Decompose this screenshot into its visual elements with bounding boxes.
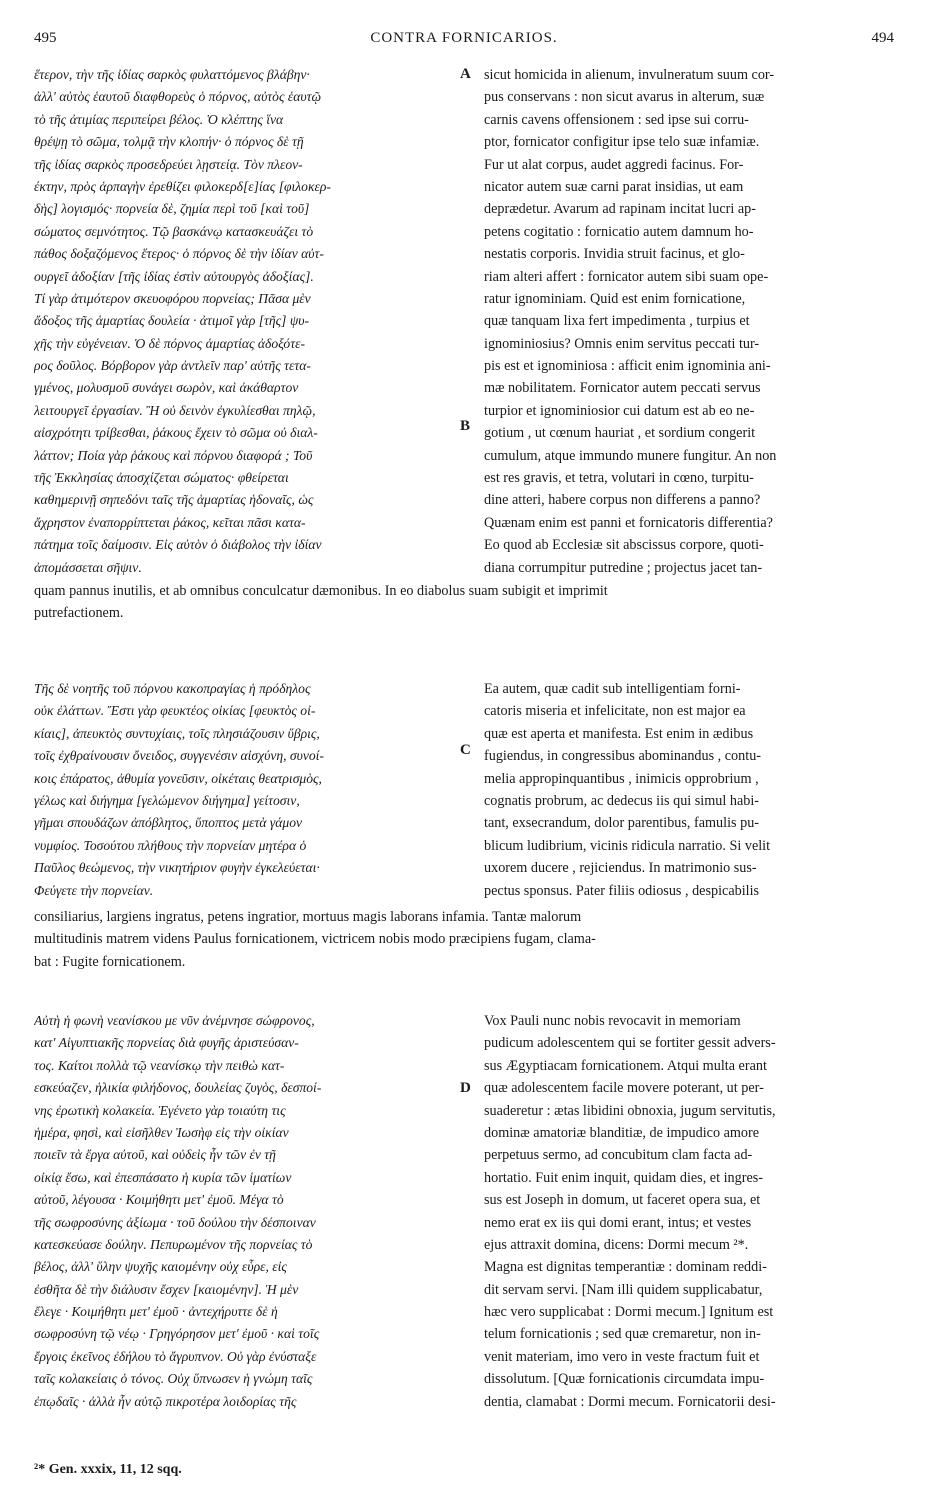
text-line: τὸ τῆς ἀτιμίας περιπείρει βέλος. Ὁ κλέπτης ἵνα — [34, 111, 284, 127]
text-line: έκτην, πρὸς ἁρπαγὴν ἐρεθίζει φιλοκερδ[ε]ίας [φιλοκερ- — [34, 178, 331, 194]
text-line: κίαις], ἀπευκτὸς συντυχίαις, τοῖς πλησιάζουσιν ὕβρις, — [34, 725, 320, 741]
text-line: θρέψῃ τὸ σῶμα, τολμᾷ τὴν κλοπήν· ὁ πόρνος δὲ τῇ — [34, 134, 304, 150]
full-width-text-section-2 — [34, 906, 894, 973]
text-line: Eo quod ab Ecclesiæ sit abscissus corpore, quoti- — [484, 537, 764, 554]
text-line: κατ' Αἰγυπτιακῆς πορνείας διὰ φυγῆς ἀριστεύσαν- — [34, 1035, 299, 1051]
text-line: λειτουργεῖ ἐργασίαν. Ἢ οὐ δεινὸν ἐγκυλίεσθαι πηλῷ, — [34, 402, 316, 418]
text-line: τῆς ἰδίας σαρκὸς προσεδρεύει λῃστείᾳ. Τὸν πλεον- — [34, 156, 303, 172]
text-line: petens cogitatio : fornicatio autem damnum ho- — [484, 223, 754, 240]
text-line: carnis cavens offensionem : sed ipse sui corru- — [484, 111, 749, 128]
text-line: ρος δοῦλος. Βόρβορον γὰρ ἀντλεῖν παρ' αὐτῆς τετα- — [34, 358, 311, 374]
text-line: turpior et ignominiosior cui datum est ab eo ne- — [484, 402, 755, 419]
text-line: dine atteri, habere corpus non differens a panno? — [484, 492, 761, 509]
text-line: βέλος, ἀλλ' ὕλην ψυχῆς καιομένην οὐχ εὗρε, εἰς — [34, 1259, 287, 1275]
text-line: dominæ amatoriæ blanditiæ, de impudico amore — [484, 1124, 760, 1141]
text-line: perpetuus sermo, ad concubitum clam facta ad- — [484, 1147, 753, 1164]
text-line: ἄδοξος τῆς ἁμαρτίας δουλεία · ἀτιμοῖ γὰρ [τῆς] ψυ- — [34, 313, 310, 329]
text-line: uxorem ducere , rejiciendus. In matrimonio sus- — [484, 860, 757, 877]
text-line: γμένος, μολυσμοῦ συνάγει σωρὸν, καὶ ἀκάθαρτον — [34, 380, 299, 396]
text-line: σωφροσύνη τῷ νέῳ · Γρηγόρησον μετ' ἐμοῦ · καὶ τοῖς — [34, 1326, 320, 1342]
text-line: νης ἐρωτικὴ κολακεία. Ἐγένετο γὰρ τοιαύτη τις — [34, 1102, 286, 1118]
text-line: nestatis corporis. Invidia struit facinus, et glo- — [484, 246, 745, 263]
text-line: dit servam servi. [Nam illi quidem supplicabatur, — [484, 1281, 763, 1298]
text-line: σώματος σεμνότητος. Τῷ βασκάνῳ κατασκευάζει τὸ — [34, 223, 314, 239]
text-line: κατεσκεύασε δούλην. Πεπυρωμένον τῆς πορνείας τὸ — [34, 1236, 313, 1252]
text-line: pudicum adolescentem qui se fortiter gessit advers- — [484, 1035, 776, 1052]
full-width-text-section-1 — [34, 580, 894, 625]
text-line: multitudinis matrem videns Paulus fornicationem, victricem nobis modo præcipiens fugam, clama- — [34, 931, 596, 948]
footnote: ²* Gen. xxxix, 11, 12 sqq. — [34, 1462, 182, 1477]
text-line: venit materiam, imo vero in veste fractum fuit et — [484, 1348, 760, 1365]
text-line: ουργεῖ ἀδοξίαν [τῆς ἰδίας ἐστὶν αὐτουργὸς ἀδοξίας]. — [34, 268, 314, 284]
text-line: cumulum, atque immundo munere fungitur. An non — [484, 447, 777, 464]
text-line: τῆς σωφροσύνης ἀξίωμα · τοῦ δούλου τὴν δέσποιναν — [34, 1214, 316, 1230]
text-line: consiliarius, largiens ingratus, petens ingratior, mortuus magis laborans infamia. Tantæ malorum — [34, 909, 582, 925]
text-line: pectus sponsus. Pater filiis odiosus , despicabilis — [484, 882, 760, 899]
text-line: τοῖς ἐχθραίνουσιν ὄνειδος, συγγενέσιν αἰσχύνη, συνοί- — [34, 748, 324, 764]
margin-marker-d: D — [460, 1080, 471, 1096]
text-line: πάτημα τοῖς δαίμοσιν. Εἰς αὐτὸν ὁ διάβολος τὴν ἰδίαν — [34, 537, 322, 553]
text-line: ἐπῳδαῖς · ἀλλὰ ἦν αὐτῷ πικροτέρα λοιδορίας τῆς — [34, 1393, 297, 1409]
latin-column-section-3 — [484, 1010, 894, 1413]
text-line: ἔργοις ἐκεῖνος ἐδήλου τὸ ἄγρυπνον. Οὐ γὰρ ἐνύσταξε — [34, 1348, 317, 1364]
text-line: ἄχρηστον ἐναπορρίπτεται ῥάκος, κεῖται πᾶσι κατα- — [34, 514, 306, 530]
text-line: οὐκ ἐλάττων. Ἔστι γὰρ φευκτέος οἰκίας [φευκτὸς οἰ- — [34, 703, 316, 719]
text-line: ἔλεγε · Κοιμήθητι μετ' ἐμοῦ · ἀντεχήρυττε δὲ ἡ — [34, 1304, 278, 1320]
text-line: putrefactionem. — [34, 605, 124, 622]
running-title: CONTRA FORNICARIOS. — [370, 30, 558, 46]
text-line: gotium , ut cœnum hauriat , et sordium congerit — [484, 425, 756, 442]
text-line: ἕτερον, τὴν τῆς ἰδίας σαρκὸς φυλαττόμενος βλάβην· — [34, 67, 310, 82]
text-line: sus est Joseph in domum, ut faceret opera sua, et — [484, 1192, 761, 1209]
text-line: Ea autem, quæ cadit sub intelligentiam forni- — [484, 681, 741, 697]
text-line: est res gravis, et tetra, volutari in cœno, turpitu- — [484, 470, 754, 487]
page-number-left: 495 — [34, 30, 57, 46]
text-line: ἀπομάσσεται σῆψιν. — [34, 559, 142, 575]
text-line: Φεύγετε τὴν πορνείαν. — [34, 882, 154, 898]
text-line: ἀλλ' αὐτὸς ἑαυτοῦ διαφθορεὺς ὁ πόρνος, αὐτὸς ἑαυτῷ — [34, 89, 322, 105]
text-line: ἐσθῆτα δὲ τὴν διάλυσιν ἔσχεν [καιομένην]. Ἡ μὲν — [34, 1281, 299, 1297]
text-line: ignominiosius? Omnis enim servitus peccati tur- — [484, 335, 760, 352]
text-line: οἰκίᾳ ἔσω, καὶ ἐπεσπάσατο ἡ κυρία τῶν ἱματίων — [34, 1169, 292, 1185]
text-line: εσκεύαζεν, ἡλικία φιλήδονος, δουλείας ζυγὸς, δεσποί- — [34, 1080, 322, 1096]
text-line: suaderetur : ætas libidini obnoxia, jugum servitutis, — [484, 1102, 776, 1119]
text-line: κοις ἐπάρατος, ἀθυμία γονεῦσιν, οἰκέταις θεατρισμὸς, — [34, 770, 322, 786]
text-line: diana corrumpitur putredine ; projectus jacet tan- — [484, 559, 763, 576]
text-line: Fur ut alat corpus, audet aggredi facinus. For- — [484, 156, 744, 173]
text-line: τῆς Ἐκκλησίας ἀποσχίζεται σώματος· φθείρεται — [34, 470, 289, 486]
text-line: νυμφίος. Τοσούτου πλήθους τὴν πορνείαν μητέρα ὁ — [34, 837, 307, 853]
text-line: Αὐτὴ ἡ φωνὴ νεανίσκου με νῦν ἀνέμνησε σώφρονος, — [34, 1013, 315, 1028]
text-line: Vox Pauli nunc nobis revocavit in memoriam — [484, 1013, 741, 1029]
text-line: nemo erat ex iis qui domi erant, intus; et vestes — [484, 1214, 752, 1231]
text-line: mæ nobilitatem. Fornicator autem peccati servus — [484, 380, 761, 397]
text-line: αὐτοῦ, λέγουσα · Κοιμήθητι μετ' ἐμοῦ. Μέγα τὸ — [34, 1192, 284, 1208]
text-line: fugiendus, in congressibus abominandus , contu- — [484, 748, 762, 765]
text-line: Τί γὰρ ἀτιμότερον σκευοφόρου πορνείας; Πᾶσα μὲν — [34, 290, 311, 306]
text-line: Magna est dignitas temperantiæ : dominam reddi- — [484, 1259, 767, 1276]
page-number-right: 494 — [871, 30, 894, 46]
text-line: τος. Καίτοι πολλὰ τῷ νεανίσκῳ τὴν πειθὼ κατ- — [34, 1057, 285, 1073]
text-line: cognatis probrum, ac dedecus iis qui simul habi- — [484, 792, 760, 809]
text-line: πάθος δοξαζόμενος ἕτερος· ὁ πόρνος δὲ τὴν ἰδίαν αὐτ- — [34, 246, 324, 262]
text-line: bat : Fugite fornicationem. — [34, 953, 186, 970]
text-line: αἰσχρότητι τρίβεσθαι, ῥάκους ἔχειν τὸ σῶμα οὐ διαλ- — [34, 425, 318, 441]
text-line: catoris miseria et infelicitate, non est major ea — [484, 703, 746, 720]
text-line: dissolutum. [Quæ fornicationis circumdata impu- — [484, 1371, 765, 1388]
text-line: quæ est aperta et manifesta. Est enim in ædibus — [484, 725, 754, 742]
text-line: tant, exsecrandum, dolor parentibus, famulis pu- — [484, 815, 760, 832]
latin-column-section-1 — [484, 64, 894, 579]
text-line: nicator autem suæ carni parat insidias, ut eam — [484, 178, 744, 195]
text-line: ratur ignominiam. Quid est enim fornicatione, — [484, 290, 746, 307]
greek-column-section-1 — [34, 64, 452, 579]
text-line: ἡμέρα, φησὶ, καὶ εἰσῆλθεν Ἰωσὴφ εἰς τὴν οἰκίαν — [34, 1124, 289, 1140]
text-line: γῆμαι σπουδάζων ἀπόβλητος, ὕποπτος μετὰ γάμον — [34, 815, 303, 831]
margin-marker-b: B — [460, 418, 471, 434]
text-line: χῆς τὴν εὐγένειαν. Ὁ δὲ πόρνος ἁμαρτίας ἀδοξότε- — [34, 335, 305, 351]
text-line: quæ tanquam lixa fert impedimenta , turpius et — [484, 313, 750, 330]
text-line: hæc vero supplicabat : Dormi mecum.] Ignitum est — [484, 1304, 774, 1321]
text-line: pus conservans : non sicut avarus in alterum, suæ — [484, 89, 765, 106]
latin-column-section-2 — [484, 678, 894, 902]
text-line: καθημερινῇ σηπεδόνι ταῖς τῆς ἁμαρτίας ἡδοναῖς, ὡς — [34, 492, 314, 508]
text-line: γέλως καὶ διήγημα [γελώμενον διήγημα] γείτοσιν, — [34, 792, 300, 808]
text-line: Παῦλος θεώμενος, τὴν νικητήριον φυγὴν ἐγκελεύεται· — [34, 860, 320, 876]
greek-column-section-2 — [34, 678, 452, 902]
text-line: melia appropinquantibus , inimicis opprobrium , — [484, 770, 759, 787]
text-line: ejus attraxit domina, dicens: Dormi mecum ²*. — [484, 1236, 749, 1253]
text-line: λάττον; Ποία γὰρ ῥάκους καὶ πόρνου διαφορά ; Τοῦ — [34, 447, 313, 463]
text-line: quam pannus inutilis, et ab omnibus conculcatur dæmonibus. In eo diabolus suam subigit et imprimit — [34, 583, 608, 599]
greek-column-section-3 — [34, 1010, 452, 1413]
text-line: ταῖς κολακείαις ὁ τόνος. Οὐχ ὕπνωσεν ἡ γνώμη ταῖς — [34, 1371, 313, 1387]
text-line: sicut homicida in alienum, invulneratum suum cor- — [484, 67, 775, 83]
text-line: sus Ægyptiacam fornicationem. Atqui multa erant — [484, 1057, 767, 1074]
text-line: Τῆς δὲ νοητῆς τοῦ πόρνου κακοπραγίας ἡ πρόδηλος — [34, 681, 311, 696]
text-line: riam alteri affert : fornicator autem sibi suam ope- — [484, 268, 769, 285]
text-line: quæ adolescentem facile movere poterant, ut per- — [484, 1080, 764, 1097]
text-line: telum fornicationis ; sed quæ cremaretur, non in- — [484, 1326, 761, 1343]
text-line: δὴς] λογισμός· πορνεία δὲ, ζημία περὶ τοῦ [καὶ τοῦ] — [34, 201, 310, 217]
text-line: dentia, clamabat : Dormi mecum. Fornicatorii desi- — [484, 1393, 776, 1410]
text-line: Quænam enim est panni et fornicatoris differentia? — [484, 514, 773, 531]
text-line: ptor, fornicator configitur ipse telo suæ infamiæ. — [484, 134, 760, 151]
text-line: ποιεῖν τὰ ἔργα αὐτοῦ, καὶ οὐδεὶς ἦν τῶν ἐν τῇ — [34, 1147, 276, 1163]
text-line: pis est et ignominiosa : afficit enim ignominia ani- — [484, 358, 771, 375]
text-line: blicum ludibrium, vicinis ridicula narratio. Si velit — [484, 837, 771, 854]
margin-marker-c: C — [460, 742, 471, 758]
margin-marker-a: A — [460, 66, 471, 82]
page-header — [34, 30, 894, 52]
text-line: deprædetur. Avarum ad rapinam incitat lucri ap- — [484, 201, 756, 218]
text-line: hortatio. Fuit enim inquit, quidam dies, et ingres- — [484, 1169, 763, 1186]
